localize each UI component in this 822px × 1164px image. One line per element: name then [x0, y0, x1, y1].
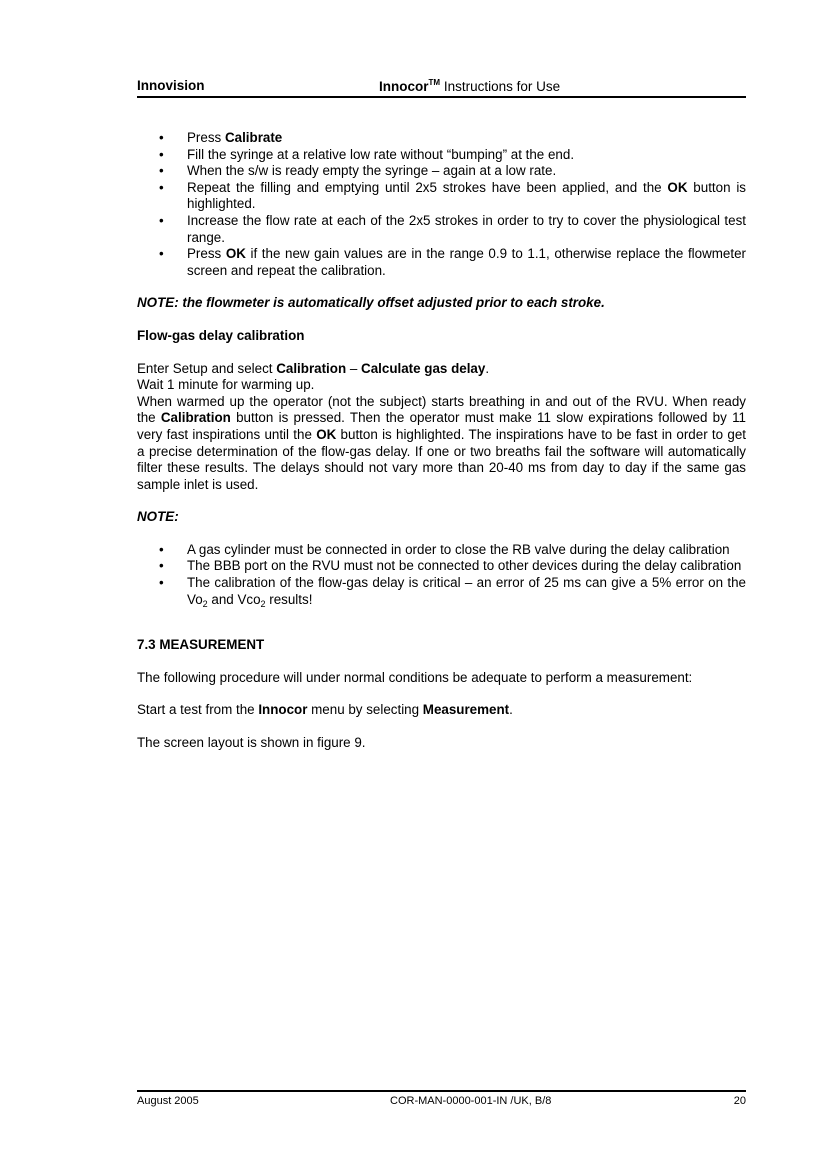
flowmeter-note: NOTE: the flowmeter is automatically offset adjusted prior to each stroke. [137, 295, 605, 311]
header-product: Innocor [379, 79, 429, 94]
page-header [137, 78, 746, 98]
header-doc-title: Instructions for Use [440, 79, 561, 94]
footer-date: August 2005 [137, 1095, 199, 1107]
header-trademark: TM [428, 78, 441, 87]
page-footer [137, 1090, 746, 1110]
paragraph: The following procedure will under normal conditions be adequate to perform a measurement: [137, 669, 693, 685]
list-item: • A gas cylinder must be connected in order to close the RB valve during the delay calibration [137, 542, 746, 559]
list-item: • When the s/w is ready empty the syringe – again at a low rate. [137, 163, 746, 180]
page-number: 20 [733, 1095, 746, 1107]
footer-doc-ref: COR-MAN-0000-001-IN /UK, B/8 [390, 1095, 552, 1107]
paragraph: Wait 1 minute for warming up. [137, 377, 315, 393]
header-company: Innovision [137, 78, 205, 93]
header-title [379, 78, 560, 94]
paragraph: When warmed up the operator (not the subject) starts breathing in and out of the RVU. When ready the Calibration button is pressed. Then the operator must make 11 slow expirations followed by 11 very fast inspirations until the OK button is highlighted. The inspirations have to be fast in order to get a precise determination of the flow-gas delay. If one or two breaths fail the software will automatically filter these results. The delays should not vary more than 20-40 ms from day to day if the same gas sample inlet is used. [137, 393, 746, 492]
note-label: NOTE: [137, 509, 179, 525]
flow-gas-heading: Flow-gas delay calibration [137, 327, 305, 343]
paragraph: Start a test from the Innocor menu by selecting Measurement. [137, 702, 513, 718]
list-item: • Repeat the filling and emptying until 2x5 strokes have been applied, and the OK button is highlighted. [137, 180, 746, 213]
list-item: • Press OK if the new gain values are in the range 0.9 to 1.1, otherwise replace the flowmeter screen and repeat the calibration. [137, 246, 746, 279]
paragraph: The screen layout is shown in figure 9. [137, 735, 366, 751]
flow-gas-instructions [137, 361, 746, 494]
measurement-heading: 7.3 MEASUREMENT [137, 637, 265, 653]
list-item: • Increase the flow rate at each of the 2x5 strokes in order to try to cover the physiological test range. [137, 213, 746, 246]
paragraph: Enter Setup and select Calibration – Calculate gas delay. [137, 360, 490, 376]
delay-notes-list [137, 542, 746, 608]
calibration-steps-list [137, 130, 746, 279]
list-item: • Fill the syringe at a relative low rate without “bumping” at the end. [137, 147, 746, 164]
list-item: • The calibration of the flow-gas delay is critical – an error of 25 ms can give a 5% error on the $Vo_2$ and Vco$_2$ results! [137, 575, 746, 608]
list-item: • Press Calibrate [137, 130, 746, 147]
page-body [137, 130, 746, 752]
list-item: • The BBB port on the RVU must not be connected to other devices during the delay calibration [137, 558, 746, 575]
